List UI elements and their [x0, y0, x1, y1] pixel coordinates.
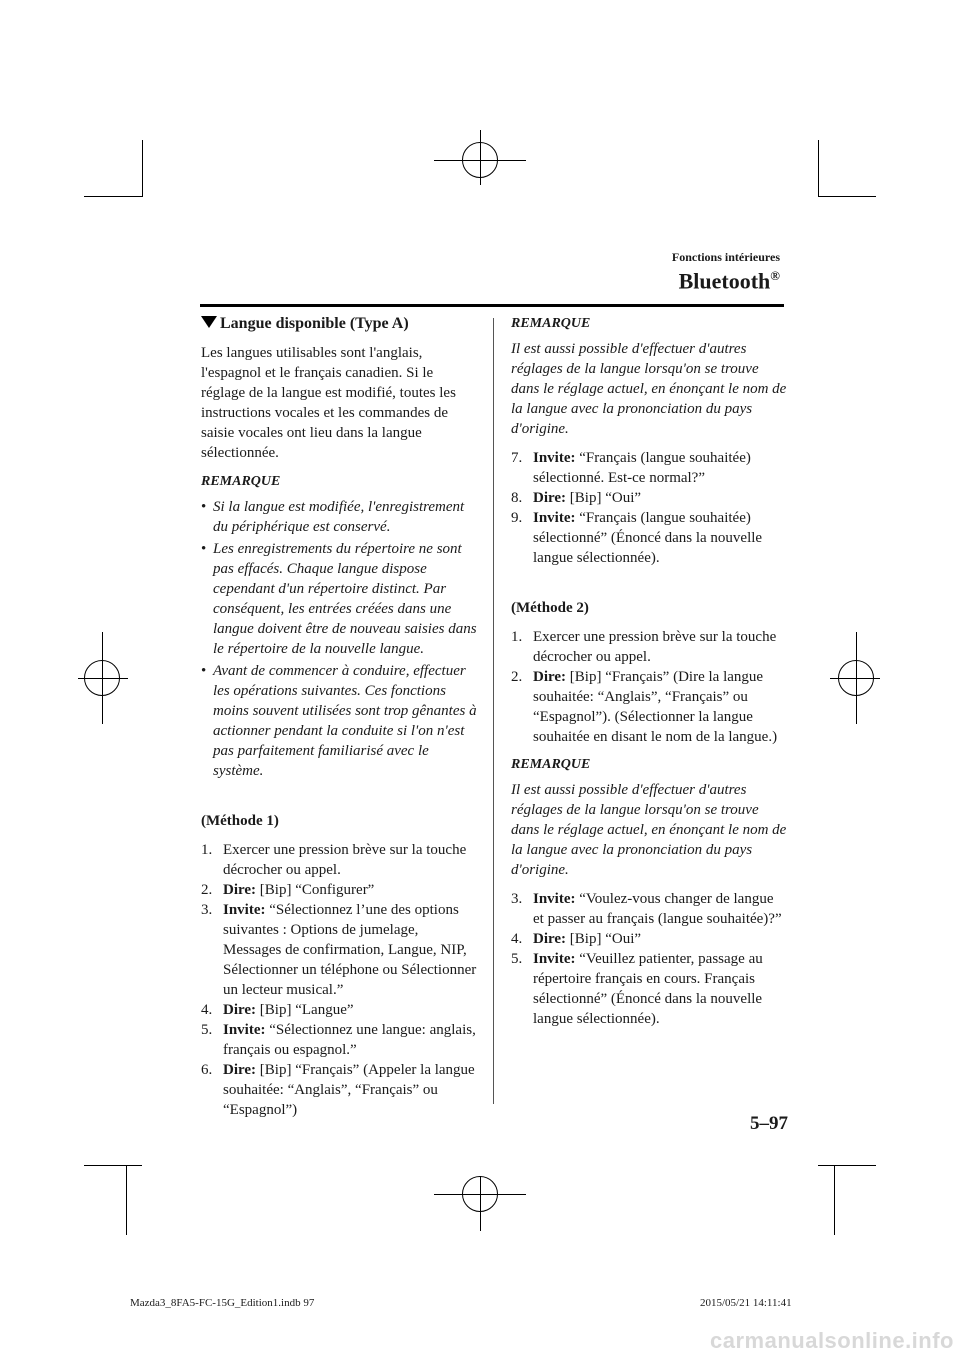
step-text: “Français (langue souhaitée) sélectionné. Est-ce normal?” — [533, 450, 751, 486]
crop-mark — [818, 196, 876, 197]
step-number: 9. — [511, 510, 523, 526]
step-item — [511, 448, 787, 488]
step-label: Invite: — [533, 951, 576, 967]
step-number: 4. — [511, 931, 523, 947]
chapter-title — [679, 268, 780, 294]
section-heading-text: Langue disponible (Type A) — [220, 315, 409, 332]
step-text: [Bip] “Oui” — [566, 490, 642, 506]
triangle-bullet-icon — [201, 316, 217, 328]
right-column — [511, 314, 787, 1029]
step-label: Dire: — [223, 882, 257, 898]
step-text: Exercer une pression brève sur la touche décrocher ou appel. — [533, 629, 777, 665]
crop-mark — [818, 1165, 876, 1166]
step-label: Invite: — [223, 1022, 266, 1038]
step-number: 3. — [511, 891, 523, 907]
step-label: Invite: — [533, 510, 576, 526]
step-label: Invite: — [533, 891, 576, 907]
note-label: REMARQUE — [201, 474, 281, 489]
method-title: (Méthode 1) — [201, 813, 279, 829]
crop-mark — [84, 1165, 142, 1166]
step-text: [Bip] “Langue” — [256, 1002, 354, 1018]
step-label: Invite: — [533, 450, 576, 466]
step-text: [Bip] “Français” (Appeler la langue souhaitée: “Anglais”, “Français” ou “Espagnol”) — [223, 1062, 475, 1118]
bullet-text: Les enregistrements du répertoire ne sont pas effacés. Chaque langue dispose cependant d'un répertoire distinct. Par conséquent, les entrées créées dans une langue doivent être de nouveau saisies dans le répertoire de la nouvelle langue. — [213, 541, 477, 657]
step-number: 5. — [201, 1022, 213, 1038]
footer-timestamp: 2015/05/21 14:11:41 — [700, 1297, 792, 1309]
crop-mark — [84, 196, 142, 197]
step-item — [201, 1000, 477, 1020]
step-number: 2. — [201, 882, 213, 898]
step-number: 6. — [201, 1062, 213, 1078]
step-number: 8. — [511, 490, 523, 506]
step-item — [201, 840, 477, 880]
crop-mark — [834, 1165, 835, 1235]
step-label: Dire: — [533, 669, 567, 685]
step-number: 3. — [201, 902, 213, 918]
bullet-dot-icon: • — [201, 499, 207, 515]
page-number: 5–97 — [750, 1113, 788, 1134]
bullet-dot-icon: • — [201, 663, 207, 679]
step-text: “Veuillez patienter, passage au répertoire français en cours. Français sélectionné” (Énoncé dans la nouvelle langue sélectionnée). — [533, 951, 763, 1027]
step-item — [201, 880, 477, 900]
chapter-title-text: Bluetooth — [678, 268, 771, 294]
step-item — [201, 1060, 477, 1120]
step-text: Exercer une pression brève sur la touche décrocher ou appel. — [223, 842, 467, 878]
step-label: Dire: — [223, 1062, 257, 1078]
step-item — [201, 1020, 477, 1060]
step-text: “Français (langue souhaitée) sélectionné” (Énoncé dans la nouvelle langue sélectionnée). — [533, 510, 763, 566]
step-text: [Bip] “Français” (Dire la langue souhaitée: “Anglais”, “Français” ou “Espagnol”). (Sélectionner la langue souhaitée en disant le nom de la langue.) — [533, 669, 778, 745]
bullet-text: Avant de commencer à conduire, effectuer les opérations suivantes. Ces fonctions moins souvent utilisées sont trop gênantes à actionner pendant la conduite si l'on n'est pas parfaitement familiarisé avec le système. — [213, 663, 477, 779]
registration-circle-icon — [84, 660, 120, 696]
note-text: Il est aussi possible d'effectuer d'autres réglages de la langue lorsqu'on se trouve dans le réglage actuel, en énonçant le nom de la langue avec la prononciation du pays d'origine. — [511, 782, 787, 878]
footer-file-name: Mazda3_8FA5-FC-15G_Edition1.indb 97 — [130, 1297, 315, 1309]
step-label: Dire: — [223, 1002, 257, 1018]
note-label: REMARQUE — [511, 316, 591, 331]
step-number: 4. — [201, 1002, 213, 1018]
crop-mark — [142, 140, 143, 197]
step-item — [511, 627, 787, 667]
step-label: Dire: — [533, 490, 567, 506]
registration-circle-icon — [462, 142, 498, 178]
header-rule — [200, 304, 784, 307]
step-number: 1. — [511, 629, 523, 645]
watermark-text: carmanualsonline.info — [710, 1328, 954, 1353]
step-text: “Voulez-vous changer de langue et passer au français (langue souhaitée)?” — [533, 891, 782, 927]
step-text: “Sélectionnez l’une des options suivantes : Options de jumelage, Messages de confirmation, Langue, NIP, Sélectionner un téléphone ou Sélectionner un lecteur musical.” — [223, 902, 477, 998]
step-number: 2. — [511, 669, 523, 685]
section-title: Fonctions intérieures — [671, 250, 780, 264]
registration-circle-icon — [462, 1176, 498, 1212]
intro-paragraph: Les langues utilisables sont l'anglais, l'espagnol et le français canadien. Si le réglage de la langue est modifié, toutes les instructions vocales et les commandes de saisie vocales ont lieu dans la langue sélectionnée. — [201, 345, 456, 461]
left-column — [201, 314, 477, 1120]
crop-mark — [126, 1165, 127, 1235]
step-item — [511, 667, 787, 747]
note-bullet — [201, 539, 477, 659]
bullet-dot-icon: • — [201, 541, 207, 557]
note-text: Il est aussi possible d'effectuer d'autres réglages de la langue lorsqu'on se trouve dans le réglage actuel, en énonçant le nom de la langue avec la prononciation du pays d'origine. — [511, 341, 787, 437]
step-text: [Bip] “Oui” — [566, 931, 642, 947]
step-text: [Bip] “Configurer” — [256, 882, 375, 898]
step-item — [201, 900, 477, 1000]
method-title: (Méthode 2) — [511, 600, 589, 616]
registered-mark: ® — [770, 268, 780, 283]
step-item — [511, 488, 787, 508]
note-bullet — [201, 661, 477, 781]
step-label: Invite: — [223, 902, 266, 918]
note-label: REMARQUE — [511, 757, 591, 772]
note-bullet — [201, 497, 477, 537]
step-number: 5. — [511, 951, 523, 967]
crop-mark — [818, 140, 819, 197]
section-heading — [201, 314, 477, 334]
bullet-text: Si la langue est modifiée, l'enregistrement du périphérique est conservé. — [213, 499, 465, 535]
step-number: 7. — [511, 450, 523, 466]
registration-circle-icon — [838, 660, 874, 696]
step-number: 1. — [201, 842, 213, 858]
step-item — [511, 508, 787, 568]
step-text: “Sélectionnez une langue: anglais, français ou espagnol.” — [223, 1022, 476, 1058]
step-item — [511, 949, 787, 1029]
step-label: Dire: — [533, 931, 567, 947]
column-divider — [493, 318, 494, 1104]
step-item — [511, 929, 787, 949]
step-item — [511, 889, 787, 929]
